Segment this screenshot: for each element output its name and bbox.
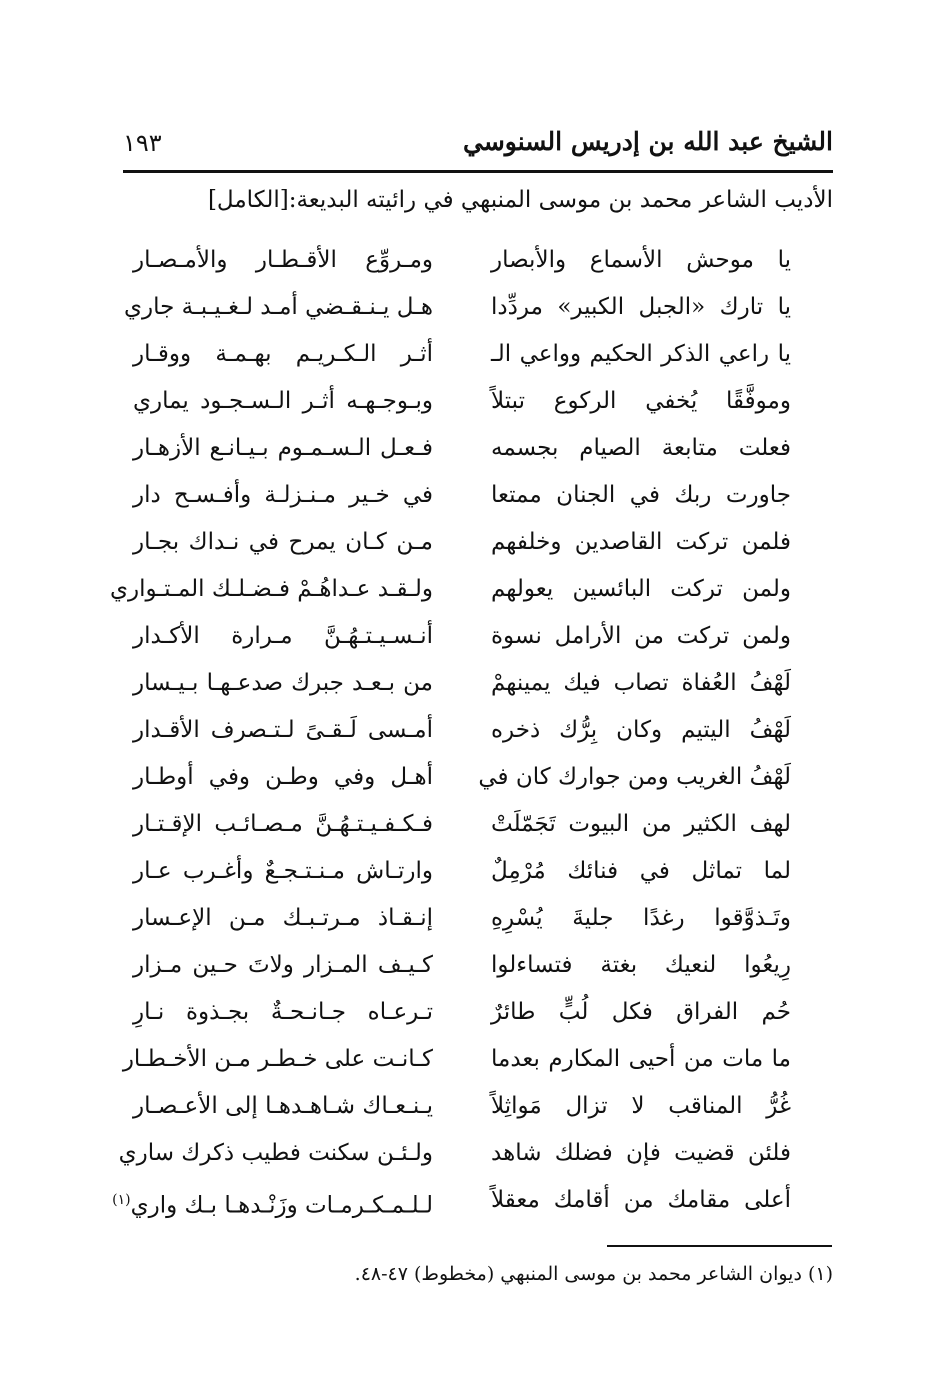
poem	[110, 238, 791, 1225]
verse	[110, 567, 791, 614]
verse-second-hemistich	[133, 520, 433, 564]
verse	[125, 426, 791, 473]
verse-first-hemistich: ولمن تركت البائسين يعولهم	[491, 576, 791, 602]
verse	[125, 896, 791, 943]
verse-second-hemistich-text: فـعـل الـسـمـوم بـيـانـع الأزهـار	[133, 435, 433, 461]
verse-second-hemistich	[124, 285, 433, 329]
verse-first-hemistich: يا تارك «الجبل الكبير» مردِّدا	[491, 294, 791, 320]
verse	[125, 943, 791, 990]
verse	[125, 1084, 791, 1131]
verse-first-hemistich: لَهْفُ العُفاة تصاب فيك يمينهمْ	[491, 670, 791, 696]
poem-introduction: الأديب الشاعر محمد بن موسى المنبهي في رائيته البديعة:[الكامل]	[207, 187, 833, 213]
verse-second-hemistich-text: فـكـفـيـتـهُـنَّ مـصـائـب الإقـتـار	[133, 811, 433, 837]
verse	[125, 755, 791, 802]
verse-second-hemistich	[133, 708, 433, 752]
verse-first-hemistich: لَهْفُ الغريب ومن جوارك كان في	[478, 764, 791, 790]
verse-second-hemistich	[133, 661, 433, 705]
verse-second-hemistich-text: أهـل وفي وطـن وفي أوطـار	[133, 764, 433, 790]
verse	[125, 661, 791, 708]
verse-second-hemistich-text: إنـقـاذ مـرتـبـك مـن الإعـسار	[133, 905, 433, 931]
verse-second-hemistich-text: ولـئـن سكنت فطيب ذكرك ساري	[118, 1140, 433, 1166]
verse-second-hemistich	[122, 1037, 433, 1081]
verse-second-hemistich	[133, 849, 433, 893]
verse-second-hemistich-text: يـنـعـاك شـاهـدهـا إلى الأعـصـار	[133, 1093, 433, 1119]
verse-first-hemistich: رِيعُوا لنعيك بغتة فتساءلوا	[491, 952, 791, 978]
verse-first-hemistich: لهف الكثير من البيوت تَجَمّلَتْ	[491, 811, 791, 837]
verse-second-hemistich-text: لـلـمـكـرمـات وزَنْـدهـا بـك واري	[130, 1192, 433, 1219]
verse-second-hemistich-text: وبـوجـهـه أثـر الـسـجـود يماري	[133, 388, 433, 414]
verse-second-hemistich-text: ومـروِّع الأقـطـار والأمـصـار	[133, 247, 433, 273]
footnote-rule	[607, 1245, 832, 1247]
verse-first-hemistich: لما تماثل في فنائك مُرْمِلٌ	[491, 858, 791, 884]
page-header	[123, 120, 833, 170]
verse-second-hemistich-text: في خـير مـنـزلـة وأفـسـح دار	[133, 482, 433, 508]
verse-first-hemistich: فلئن قضيت فإن فضلك شاهد	[491, 1140, 791, 1166]
verse	[122, 1037, 791, 1084]
verse-first-hemistich: يا راعي الذكر الحكيم وواعي الـ	[491, 341, 791, 367]
verse-second-hemistich-text: كـيـف المـزار ولاتَ حـين مـزار	[133, 952, 433, 978]
verse-first-hemistich: ما مات من أحيى المكارم بعدما	[491, 1046, 791, 1072]
verse-second-hemistich	[133, 473, 433, 517]
verse	[125, 849, 791, 896]
verse-second-hemistich	[133, 802, 433, 846]
verse	[118, 1131, 791, 1178]
verse-first-hemistich: وموفَّقًا يُخفي الركوع تبتلاً	[491, 388, 791, 414]
verse-second-hemistich-text: هـل يـنـقـضي أمـد لـغـيـبـة جاري	[124, 294, 433, 320]
verse-first-hemistich: فعلت متابعة الصيام بجسمه	[491, 435, 791, 461]
verse-second-hemistich	[133, 943, 433, 987]
verse	[125, 708, 791, 755]
verse	[125, 285, 791, 332]
verse-second-hemistich	[112, 1178, 433, 1228]
verse-first-hemistich: فلمن تركت القاصدين وخلفهم	[491, 529, 791, 555]
verse	[125, 238, 791, 285]
verse-second-hemistich-text: من بـعـد جبرك صدعـهـا بـيـسار	[133, 670, 433, 696]
verse	[125, 614, 791, 661]
verse	[125, 802, 791, 849]
verse-second-hemistich	[133, 238, 433, 282]
verse-second-hemistich	[133, 614, 433, 658]
verse-first-hemistich: يا موحش الأسماع والأبصار	[491, 247, 791, 273]
verse	[125, 379, 791, 426]
verse	[125, 520, 791, 567]
verse-second-hemistich	[133, 755, 433, 799]
verse-first-hemistich: وتَـذوَّقوا رغدًا جليةَ يُسْرِهِ	[491, 905, 791, 931]
verse-first-hemistich: حُم الفراق فكل لُبٍّ طائرٌ	[491, 999, 791, 1025]
verse	[112, 1178, 791, 1225]
verse-second-hemistich	[110, 567, 433, 611]
verse-second-hemistich	[118, 1131, 433, 1175]
verse-second-hemistich	[133, 379, 433, 423]
verse-second-hemistich	[133, 896, 433, 940]
verse-second-hemistich	[133, 1084, 433, 1128]
verse-first-hemistich: أعلى مقامك من أقامك معقلاً	[491, 1187, 791, 1213]
verse-second-hemistich-text: كـانـت على خـطـر مـن الأخـطـار	[122, 1046, 433, 1072]
page-number: ١٩٣	[123, 129, 162, 157]
verse-second-hemistich	[133, 990, 433, 1034]
verse-second-hemistich	[133, 426, 433, 470]
verse-first-hemistich: جاورت ربك في الجنان ممتعا	[491, 482, 791, 508]
verse-first-hemistich: غُرُّ المناقب لا تزال مَواثِلاً	[491, 1093, 791, 1119]
verse-second-hemistich-text: ولـقـد عـداهُـمْ فـضـلـك المـتـواري	[110, 576, 433, 602]
verse-second-hemistich	[133, 332, 433, 376]
verse-second-hemistich-text: أنـسـيـتـهُـنَّ مـرارة الأكـدار	[133, 623, 433, 649]
verse-second-hemistich-text: تـرعـاه جـانـحـةٌ بجـذوة نـارِ	[133, 999, 433, 1025]
verse-first-hemistich: لَهْفُ اليتيم وكان بِرُّك ذخره	[491, 717, 791, 743]
verse-first-hemistich: ولمن تركت من الأرامل نسوة	[491, 623, 791, 649]
verse-second-hemistich-text: وارتـاش مـنـتـجـعٌ وأغـرب عـار	[133, 858, 433, 884]
verse	[125, 473, 791, 520]
verse-second-hemistich-text: مـن كـان يمرح في نـداك بجـار	[133, 529, 433, 555]
verse	[125, 990, 791, 1037]
header-rule	[123, 170, 833, 173]
running-title: الشيخ عبد الله بن إدريس السنوسي	[463, 127, 833, 156]
verse-second-hemistich-text: أثـر الـكـريـم بهـمـة ووقـار	[133, 341, 433, 367]
verse-second-hemistich-text: أمـسى لَـقـىً لـتـصرف الأقـدار	[133, 717, 433, 743]
verse	[125, 332, 791, 379]
footnote: (١) ديوان الشاعر محمد بن موسى المنبهي (مخطوط) ٤٧-٤٨.	[354, 1263, 833, 1285]
footnote-marker: (١)	[112, 1192, 131, 1208]
